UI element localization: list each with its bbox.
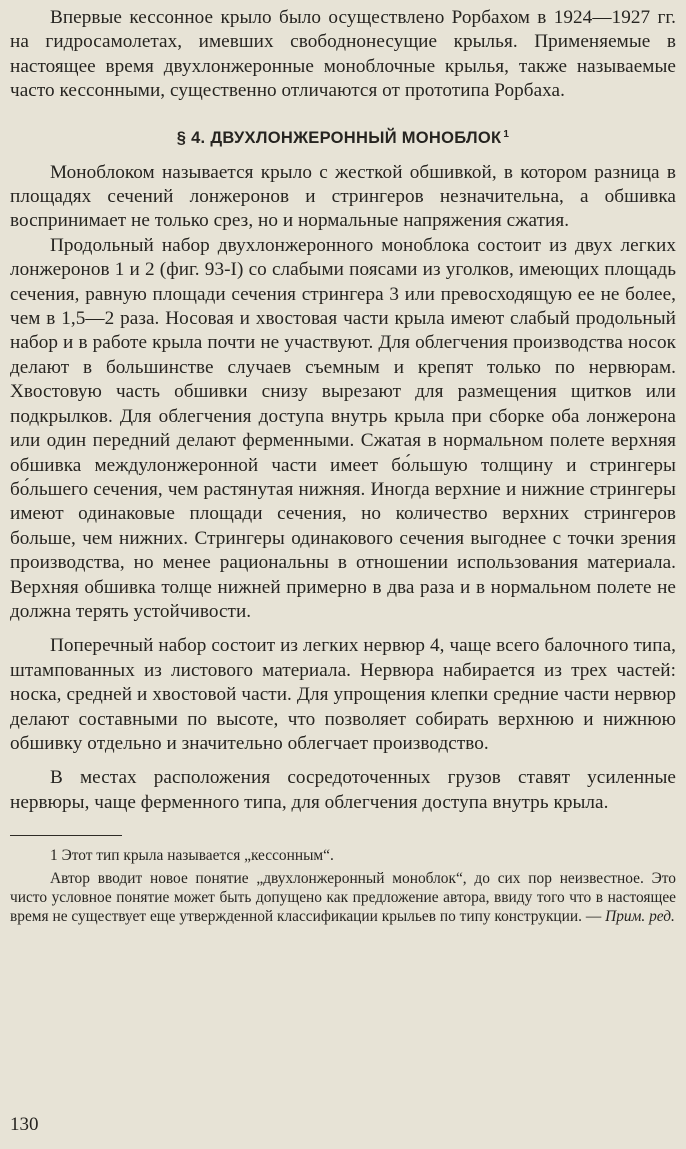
paragraph-longitudinal-set: Продольный набор двухлонжеронного моноблока состоит из двух легких лонжеронов 1 и 2 (фиг. 93-I) со слабыми поясами из уголков, имеющих площадь сечения, равную площади сечения стрингера 3 или превосходящую ее не более, чем в 1,5—2 раза. Носовая и хвостовая части крыла имеют слабый продольный набор и в работе крыла почти не участвуют. Для облегчения производства носок делают в большинстве случаев съемным и крепят только по нервюрам. Хвостовую часть обшивки снизу вырезают для размещения щитков или подкрылков. Для облегчения доступа внутрь крыла при сборке оба лонжерона или один передний делают ферменными. Сжатая в нормальном полете верхняя обшивка междулонжеронной части имеет бо́льшую толщину и стрингеры бо́льшего сечения, чем растянутая нижняя. Иногда верхние и нижние стрингеры имеют одинаковые площади сечения, но количество верхних стрингеров больше, чем нижних. Стрингеры одинакового сечения выгоднее с точки зрения производства, но менее рациональны в отношении использования материала. Верхняя обшивка толще нижней примерно в два раза и в нормальном полете не должна терять устойчивости.	[10, 234, 676, 622]
footnote-editor-text: Автор вводит новое понятие „двухлонжеронный моноблок“, до сих пор неизвестное. Это чисто условное понятие может быть допущено как предложение автора, ввиду того что в настоящее время не существует еще утвержденной классификации крыльев по типу конструкции. —	[10, 870, 676, 926]
footnote-1-text: Этот тип крыла называется „кессонным“.	[61, 847, 334, 865]
paragraph-reinforced-ribs: В местах расположения сосредоточенных грузов ставят усиленные нервюры, чаще ферменного типа, для облегчения доступа внутрь крыла.	[10, 767, 676, 813]
footnote-1	[10, 846, 676, 865]
paragraph-monoblock-definition: Моноблоком называется крыло с жесткой обшивкой, в котором разница в площадях сечений лонжеронов и стрингеров незначительна, а обшивка воспринимает не только срез, но и нормальные напряжения сжатия.	[10, 161, 676, 232]
section-heading-text: § 4. ДВУХЛОНЖЕРОННЫЙ МОНОБЛОК	[176, 128, 502, 147]
footnote-editor-note	[10, 869, 676, 926]
paragraph-rohrbach-history: Впервые кессонное крыло было осуществлено Рорбахом в 1924—1927 гг. на гидросамолетах, имевших свободнонесущие крылья. Применяемые в настоящее время двухлонжеронные моноблочные крылья, также называемые часто кессонными, существенно отличаются от прототипа Рорбаха.	[10, 7, 676, 102]
footnote-1-number: 1	[50, 847, 58, 865]
page-number: 130	[10, 1114, 39, 1135]
paragraph-transverse-set: Поперечный набор состоит из легких нервюр 4, чаще всего балочного типа, штампованных из листового материала. Нервюра набирается из трех частей: носка, средней и хвостовой части. Для упрощения клепки средние части нервюр делают составными по высоте, что позволяет собирать верхнюю и нижнюю обшивку отдельно и значительно облегчает производство.	[10, 635, 676, 754]
footnote-divider	[10, 835, 122, 836]
heading-footnote-mark: 1	[503, 128, 510, 140]
section-heading	[10, 124, 676, 149]
editor-signature: Прим. ред.	[605, 908, 675, 926]
